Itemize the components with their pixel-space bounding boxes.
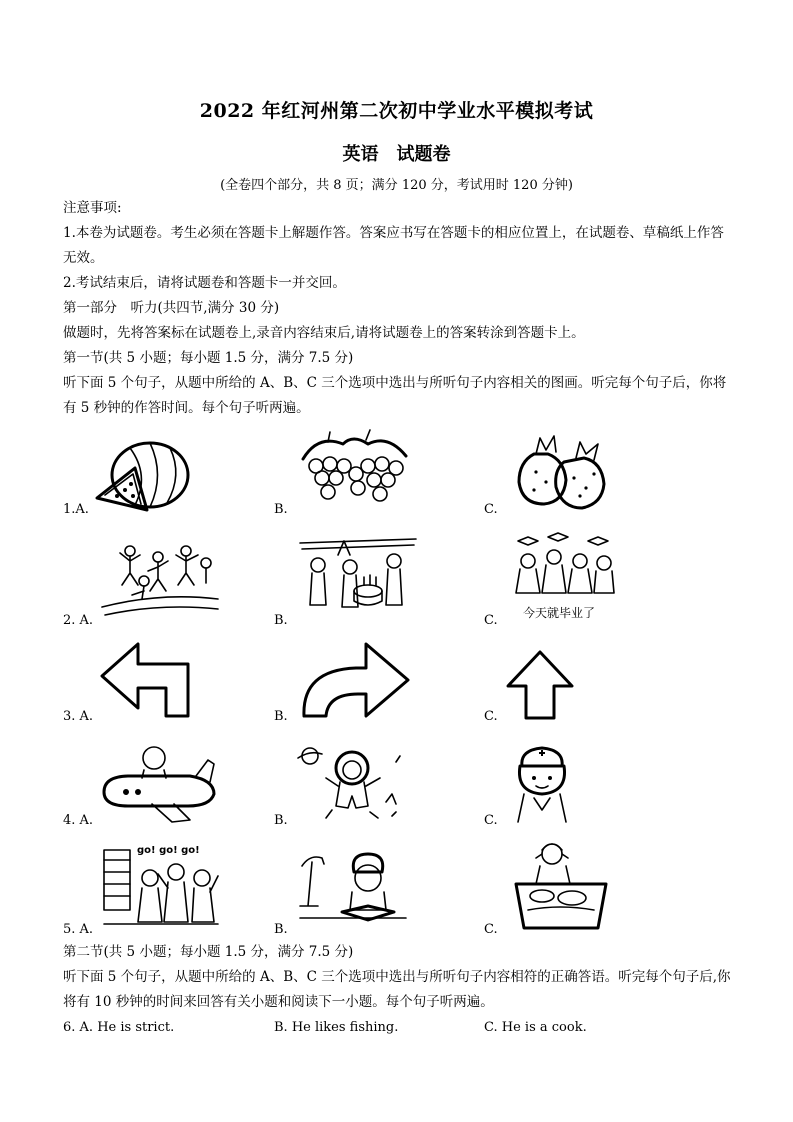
q6-option-c: C. He is a cook. (484, 1020, 587, 1035)
q3-option-b-label: B. (274, 709, 288, 724)
turn-left-arrow-icon (100, 640, 192, 720)
q5-option-b-label: B. (274, 922, 288, 937)
q2-option-c-label: C. (484, 613, 498, 628)
up-arrow-icon (506, 650, 576, 720)
notes-item-2: 2.考试结束后，请将试题卷和答题卡一并交回。 (63, 275, 346, 291)
notes-heading: 注意事项: (63, 200, 122, 216)
q2-option-b-label: B. (274, 613, 288, 628)
section1-heading: 第一节(共 5 小题；每小题 1.5 分，满分 7.5 分) (63, 350, 354, 366)
q5-option-a-label: 5. A. (63, 922, 94, 937)
section2-heading: 第二节(共 5 小题；每小题 1.5 分，满分 7.5 分) (63, 944, 354, 960)
q4-option-c-label: C. (484, 813, 498, 828)
part1-heading: 第一部分 听力(共四节,满分 30 分) (63, 300, 280, 316)
exam-info: (全卷四个部分，共 8 页；满分 120 分，考试用时 120 分钟) (220, 178, 573, 193)
q6-option-a: 6. A. He is strict. (63, 1020, 175, 1035)
section2-instruction: 听下面 5 个句子，从题中所给的 A、B、C 三个选项中选出与所听句子内容相符的正确答语。听完每个句子后,你将有 10 秒钟的时间来回答有关小题和阅读下一小题。每个句子听两遍。 (63, 969, 731, 1010)
graduation-icon (508, 535, 620, 599)
reading-boy-icon (298, 852, 408, 924)
sports-crowd-icon (100, 537, 220, 617)
q5-option-c-label: C. (484, 922, 498, 937)
washing-dishes-icon (512, 840, 612, 932)
q4-option-b-label: B. (274, 813, 288, 828)
strawberries-icon (514, 432, 608, 512)
q4-option-a-label: 4. A. (63, 813, 94, 828)
football-fans-icon (102, 848, 220, 930)
pilot-plane-icon (100, 742, 218, 822)
watermelon-icon (95, 440, 190, 515)
q1-option-b-label: B. (274, 502, 288, 517)
fans-caption: go! go! go! (137, 845, 200, 856)
page-title: 2022 年红河州第二次初中学业水平模拟考试 (199, 100, 594, 122)
q1-option-c-label: C. (484, 502, 498, 517)
notes-item-1: 1.本卷为试题卷。考生必须在答题卡上解题作答。答案应书写在答题卡的相应位置上，在试题卷、草稿纸上作答无效。 (63, 225, 724, 266)
q3-option-a-label: 3. A. (63, 709, 94, 724)
q6-option-b: B. He likes fishing. (274, 1020, 399, 1035)
grapes-icon (298, 434, 410, 512)
party-icon (298, 535, 418, 617)
turn-right-arrow-icon (300, 640, 412, 720)
nurse-icon (510, 744, 574, 824)
graduation-caption: 今天就毕业了 (523, 606, 596, 620)
astronaut-icon (296, 742, 410, 822)
section1-instruction: 听下面 5 个句子，从题中所给的 A、B、C 三个选项中选出与所听句子内容相关的图画。听完每个句子后，你将有 5 秒钟的作答时间。每个句子听两遍。 (63, 375, 727, 416)
page-subtitle: 英语 试题卷 (342, 144, 451, 165)
q1-option-a-label: 1.A. (63, 502, 89, 517)
q2-option-a-label: 2. A. (63, 613, 94, 628)
part1-instruction: 做题时，先将答案标在试题卷上,录音内容结束后,请将试题卷上的答案转涂到答题卡上。 (63, 325, 585, 341)
q3-option-c-label: C. (484, 709, 498, 724)
